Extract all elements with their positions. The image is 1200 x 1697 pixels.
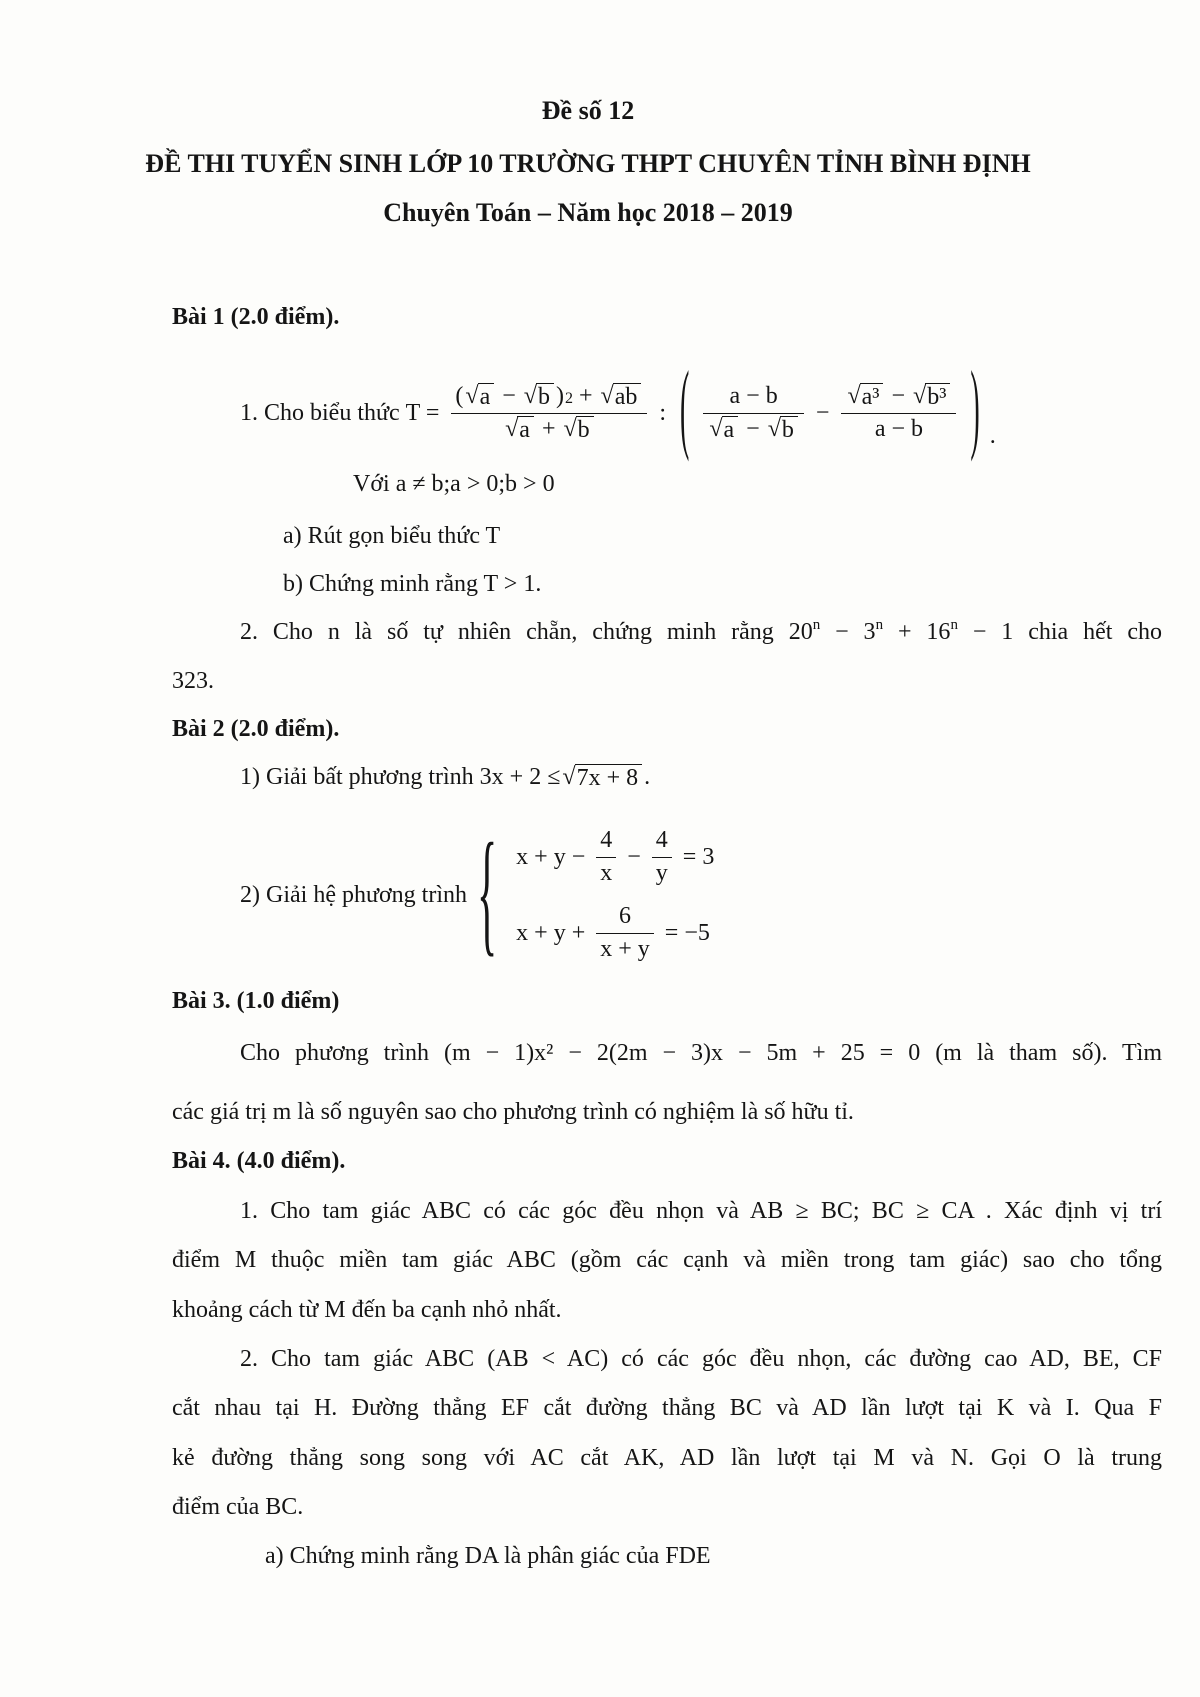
- bai2-item1-line: [240, 760, 650, 794]
- fraction-4y: [652, 827, 672, 887]
- numerator: 4: [600, 827, 613, 853]
- math-minus-1: − 1: [957, 619, 1029, 645]
- sqrt-sign: √: [709, 416, 723, 442]
- fraction-bar: [841, 413, 956, 414]
- fraction-bar: [652, 857, 672, 858]
- math-inequality-left: 3x + 2 ≤: [479, 764, 561, 790]
- sqrt-sign: √: [767, 416, 781, 442]
- radicand-a3: a³: [860, 383, 884, 410]
- radicand-b: b: [536, 383, 554, 410]
- bai2-item2-system: [240, 802, 719, 988]
- denominator: y: [655, 860, 668, 886]
- system-eq2: [511, 903, 719, 963]
- bai3-line2: các giá trị m là số nguyên sao cho phương trình có nghiệm là số hữu tỉ.: [172, 1099, 854, 1125]
- plus-op: +: [541, 416, 556, 442]
- tall-paren-open: (: [680, 353, 690, 466]
- bai1-item2-lead: 2. Cho n là số tự nhiên chẵn, chứng minh rằng: [240, 619, 789, 645]
- radicand-a: a: [722, 416, 739, 443]
- fraction-2: [703, 383, 804, 443]
- bai1-condition: Với a ≠ b;a > 0;b > 0: [353, 471, 555, 497]
- bai2-item1-lead: 1) Giải bất phương trình: [240, 764, 474, 790]
- fraction-3: [841, 383, 956, 443]
- fraction-bar: [596, 933, 654, 934]
- doc-title-subject: Chuyên Toán – Năm học 2018 – 2019: [383, 198, 793, 227]
- sqrt-sign: √: [563, 416, 577, 442]
- doc-title-number: Đề số 12: [541, 96, 635, 125]
- radicand-a: a: [478, 383, 495, 410]
- sqrt-sign: √: [562, 764, 576, 790]
- math-t-equals: T =: [405, 399, 440, 426]
- radicand-b3: b³: [925, 383, 950, 410]
- fraction-2-numerator: a − b: [729, 383, 778, 409]
- fraction-main-numerator: [451, 383, 647, 410]
- sqrt-sign: √: [523, 383, 537, 409]
- bai4-item2-line1: 2. Cho tam giác ABC (AB < AC) có các góc đều nhọn, các đường cao AD, BE, CF: [240, 1346, 1162, 1372]
- bai1-item2-tail: chia hết cho: [1028, 619, 1162, 645]
- minus-op: −: [891, 383, 906, 409]
- divide-colon: :: [659, 399, 667, 426]
- exponent-n: n: [950, 617, 958, 633]
- math-20: 20: [788, 619, 813, 645]
- eq2-left: x + y +: [516, 919, 586, 946]
- sqrt-b: [768, 416, 798, 443]
- sqrt-sign: √: [600, 383, 614, 409]
- exponent-n: n: [812, 617, 821, 633]
- sqrt-a: [505, 416, 534, 443]
- bai2-heading: Bài 2 (2.0 điểm).: [172, 716, 340, 742]
- sqrt-b: [563, 416, 593, 443]
- radicand-ab: ab: [613, 383, 642, 410]
- radicand-b: b: [576, 416, 594, 443]
- sqrt-sign: √: [847, 383, 861, 409]
- sqrt-ab: [601, 383, 642, 410]
- sentence-period: .: [989, 423, 996, 449]
- fraction-bar: [596, 857, 616, 858]
- doc-title-main: ĐỀ THI TUYỂN SINH LỚP 10 TRƯỜNG THPT CHUYÊN TỈNH BÌNH ĐỊNH: [145, 149, 1031, 178]
- minus-op: −: [627, 843, 641, 870]
- bai3-lead: Cho phương trình: [240, 1040, 444, 1066]
- system-equations: [511, 827, 719, 963]
- tall-paren-close: ): [970, 353, 980, 466]
- fraction-bar: [703, 413, 804, 414]
- fraction-4x: [596, 827, 616, 887]
- bai4-item1-math: AB ≥ BC; BC ≥ CA: [749, 1198, 974, 1224]
- sqrt-b: [524, 383, 554, 410]
- bai4-item2-line3: kẻ đường thẳng song song với AC cắt AK, AD lần lượt tại M và N. Gọi O là trung: [172, 1445, 1162, 1471]
- bai3-line1: [172, 1036, 1162, 1070]
- sqrt-sign: √: [505, 416, 519, 442]
- bai4-item1-lead: 1. Cho tam giác ABC có các góc đều nhọn và: [240, 1198, 750, 1224]
- bai4-heading: Bài 4. (4.0 điểm).: [172, 1148, 346, 1174]
- fraction-main-denominator: [499, 416, 600, 443]
- numerator: 4: [655, 827, 668, 853]
- sqrt-sign: √: [465, 383, 479, 409]
- plus-op: +: [578, 383, 593, 409]
- radicand-7x8: 7x + 8: [575, 764, 643, 791]
- bai4-item1-line2: điểm M thuộc miền tam giác ABC (gồm các cạnh và miền trong tam giác) sao cho tổng: [172, 1247, 1162, 1273]
- bai3-tail: (m là tham số). Tìm: [920, 1040, 1162, 1066]
- sqrt-sign: √: [913, 383, 927, 409]
- bai4-item-a: a) Chứng minh rằng DA là phân giác của FDE: [265, 1543, 711, 1569]
- eq2-right: = −5: [664, 919, 710, 946]
- fraction-bar: [451, 413, 647, 414]
- numerator: 6: [619, 903, 632, 929]
- bai1-item-a: a) Rút gọn biểu thức T: [283, 523, 501, 549]
- bai1-heading: Bài 1 (2.0 điểm).: [172, 304, 340, 330]
- fraction-3-denominator: a − b: [874, 416, 923, 442]
- bai1-item1-formula-line: [240, 350, 996, 476]
- exponent-n: n: [875, 617, 884, 633]
- radicand-b: b: [780, 416, 798, 443]
- bai4-item2-line2: cắt nhau tại H. Đường thẳng EF cắt đường thẳng BC và AD lần lượt tại K và I. Qua F: [172, 1395, 1162, 1421]
- bai4-item2-line4: điểm của BC.: [172, 1494, 304, 1520]
- bai1-item2-line2: 323.: [172, 668, 214, 694]
- paren-close: ): [555, 383, 564, 409]
- bai3-heading: Bài 3. (1.0 điểm): [172, 988, 340, 1014]
- minus-op: −: [502, 383, 516, 409]
- exponent-2: 2: [564, 390, 573, 407]
- sqrt-a: [709, 416, 738, 443]
- bai4-item1-line1: [172, 1194, 1162, 1228]
- sqrt-7x8: [562, 764, 642, 791]
- bai2-item2-lead: 2) Giải hệ phương trình: [240, 881, 467, 908]
- paren-open: (: [455, 383, 464, 409]
- bai1-item2-line1: [172, 615, 1162, 649]
- bai4-item1-line3: khoảng cách từ M đến ba cạnh nhỏ nhất.: [172, 1297, 562, 1323]
- system-eq1: [511, 827, 719, 887]
- fraction-main: [451, 383, 647, 443]
- math-plus-16: + 16: [883, 619, 951, 645]
- fraction-2-denominator: [703, 416, 804, 443]
- minus-op: −: [815, 399, 830, 426]
- fraction-3-numerator: [841, 383, 956, 410]
- sqrt-a: [465, 383, 494, 410]
- denominator: x: [600, 860, 613, 886]
- sqrt-a3: [847, 383, 883, 410]
- bai1-item1-lead: 1. Cho biểu thức: [240, 399, 400, 426]
- bai4-item1-tail: . Xác định vị trí: [973, 1198, 1163, 1224]
- eq1-left: x + y −: [516, 843, 586, 870]
- math-minus-3: − 3: [820, 619, 876, 645]
- minus-op: −: [746, 416, 760, 442]
- system-brace: {: [477, 819, 498, 971]
- sqrt-b3: [913, 383, 950, 410]
- bai3-equation: (m − 1)x² − 2(2m − 3)x − 5m + 25 = 0: [444, 1040, 921, 1066]
- bai1-item-b: b) Chứng minh rằng T > 1.: [283, 571, 542, 597]
- radicand-a: a: [517, 416, 534, 443]
- eq1-right: = 3: [682, 843, 715, 870]
- denominator: x + y: [600, 936, 650, 962]
- sentence-period: .: [644, 764, 651, 790]
- fraction-6xy: [596, 903, 654, 963]
